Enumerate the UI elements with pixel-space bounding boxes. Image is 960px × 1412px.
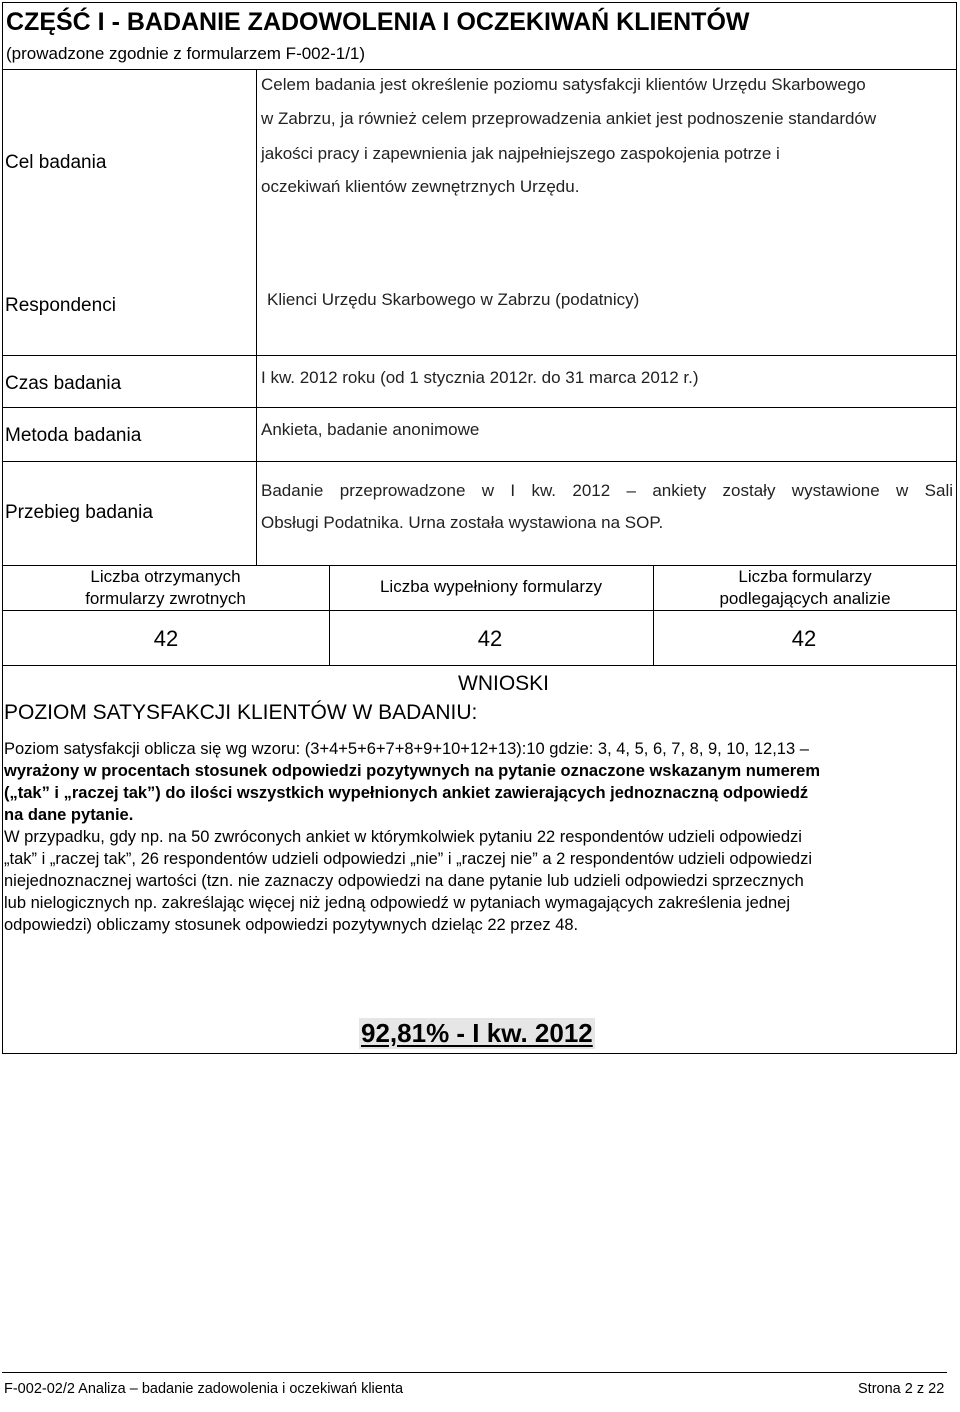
count-header-line: formularzy zwrotnych xyxy=(85,589,246,608)
satisfaction-heading: POZIOM SATYSFAKCJI KLIENTÓW W BADANIU: xyxy=(4,701,478,724)
divider xyxy=(2,665,957,666)
formula-line: Poziom satysfakcji oblicza się wg wzoru: (3+4+5+6+7+8+9+10+12+13):10 gdzie: 3, 4, 5, 6, 7, 8, 9, 10, 12,13 – xyxy=(4,740,809,758)
definition-line: („tak” i „raczej tak”) do ilości wszystkich wypełnionych ankiet zawierających jednoznaczną odpowiedź xyxy=(4,784,809,802)
count-header-received xyxy=(2,566,329,610)
page-current: 2 xyxy=(904,1381,913,1397)
example-line: lub nielogicznych np. zakreślając więcej niż jedną odpowiedź w pytaniach wymagających zakreślenia jednej xyxy=(4,894,791,912)
divider xyxy=(2,69,957,70)
example-line: W przypadku, gdy np. na 50 zwróconych ankiet w którymkolwiek pytaniu 22 respondentów udzieli odpowiedzi xyxy=(4,828,802,846)
definition-line: wyrażony w procentach stosunek odpowiedzi pozytywnych na pytanie oznaczone wskazanym numerem xyxy=(4,762,821,780)
cel-text-line: jakości pracy i zapewnienia jak najpełniejszego zaspokojenia potrze i xyxy=(261,144,780,163)
metoda-label: Metoda badania xyxy=(5,425,142,446)
czas-label: Czas badania xyxy=(5,373,122,394)
example-paragraph xyxy=(4,826,940,936)
cel-text-line: w Zabrzu, ja również celem przeprowadzenia ankiet jest podnoszenie standardów xyxy=(261,109,877,128)
count-header-analyzed xyxy=(653,566,957,610)
przebieg-label: Przebieg badania xyxy=(5,502,153,523)
formula-paragraph xyxy=(4,738,940,826)
page-prefix: Strona xyxy=(858,1381,901,1397)
divider xyxy=(2,461,957,462)
example-line: odpowiedzi) obliczamy stosunek odpowiedzi pozytywnych dzieląc 22 przez 48. xyxy=(4,916,579,934)
page-number xyxy=(858,1381,944,1397)
page-subtitle: (prowadzone zgodnie z formularzem F-002-1/1) xyxy=(6,44,366,63)
page-sep: z xyxy=(916,1381,925,1397)
conclusions-heading: WNIOSKI xyxy=(458,672,550,695)
count-header-line: podlegających analizie xyxy=(719,589,891,608)
footer-doc-ref: F-002-02/2 Analiza – badanie zadowolenia i oczekiwań klienta xyxy=(4,1381,404,1397)
count-value-analyzed: 42 xyxy=(791,626,817,651)
result-value: 92,81% - I kw. 2012 xyxy=(361,1018,593,1048)
page-title: CZĘŚĆ I - BADANIE ZADOWOLENIA I OCZEKIWAŃ KLIENTÓW xyxy=(6,8,750,36)
example-line: niejednoznacznej wartości (tzn. nie zaznaczy odpowiedzi na dane pytanie lub udzieli odpowiedzi sprzecznych xyxy=(4,872,804,890)
respondenci-value: Klienci Urzędu Skarbowego w Zabrzu (podatnicy) xyxy=(267,290,640,309)
czas-value: I kw. 2012 roku (od 1 stycznia 2012r. do 31 marca 2012 r.) xyxy=(261,368,699,387)
footer-rule xyxy=(2,1372,947,1373)
przebieg-text-line: Obsługi Podatnika. Urna została wystawiona na SOP. xyxy=(261,513,664,532)
definition-line: na dane pytanie. xyxy=(4,806,134,824)
count-value-received: 42 xyxy=(153,626,179,651)
przebieg-text-line: Badanie przeprowadzone w I kw. 2012 – ankiety zostały wystawione w Sali xyxy=(261,481,953,500)
count-header-line: Liczba wypełniony formularzy xyxy=(379,577,603,596)
cel-text-line: oczekiwań klientów zewnętrznych Urzędu. xyxy=(261,177,580,196)
count-header-filled xyxy=(329,576,653,598)
divider xyxy=(2,610,957,611)
divider xyxy=(2,355,957,356)
respondenci-label: Respondenci xyxy=(5,295,116,316)
count-value-filled: 42 xyxy=(477,626,503,651)
metoda-value: Ankieta, badanie anonimowe xyxy=(261,420,480,439)
cel-text-line: Celem badania jest określenie poziomu satysfakcji klientów Urzędu Skarbowego xyxy=(261,75,866,94)
example-line: „tak” i „raczej tak”, 26 respondentów udzieli odpowiedzi „nie” i „raczej nie” a 2 respondentów udzieli odpowiedzi xyxy=(4,850,812,868)
page-total: 22 xyxy=(928,1381,945,1397)
count-header-line: Liczba otrzymanych xyxy=(90,567,241,586)
cel-label: Cel badania xyxy=(5,152,107,173)
divider xyxy=(2,407,957,408)
count-header-line: Liczba formularzy xyxy=(738,567,872,586)
divider xyxy=(256,69,257,565)
